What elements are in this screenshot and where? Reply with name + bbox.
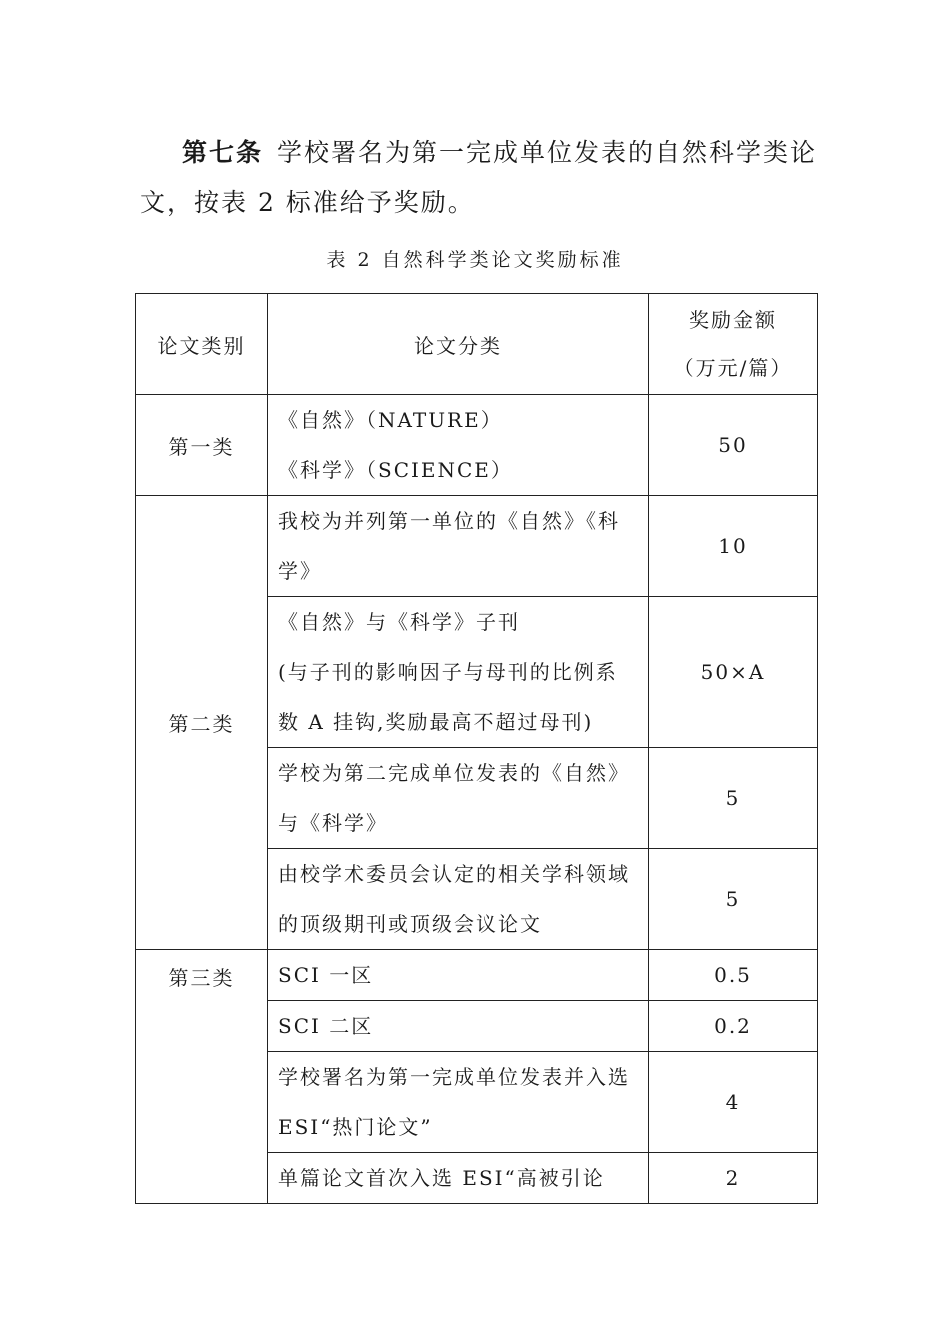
- description-line: SCI 二区: [278, 1014, 374, 1038]
- description-line: 由校学术委员会认定的相关学科领域: [278, 862, 630, 886]
- row-amount: 2: [649, 1153, 818, 1204]
- row-description: [268, 748, 649, 849]
- description-line: 数 A 挂钩,奖励最高不超过母刊): [278, 710, 594, 734]
- row-category: 第一类: [136, 395, 268, 496]
- table-row: [136, 395, 818, 496]
- row-amount: 0.5: [649, 950, 818, 1001]
- row-description: [268, 1052, 649, 1153]
- row-category: 第二类: [136, 496, 268, 950]
- article-seven: [140, 128, 820, 228]
- article-line-1: [140, 128, 820, 178]
- row-description: [268, 950, 649, 1001]
- description-line: ESI“热门论文”: [278, 1115, 433, 1139]
- description-line: SCI 一区: [278, 963, 374, 987]
- award-table: [135, 293, 818, 1204]
- row-description: [268, 849, 649, 950]
- row-amount: 50×A: [649, 597, 818, 748]
- article-label: 第七条: [182, 138, 264, 167]
- description-line: 学》: [278, 559, 322, 583]
- row-amount: 50: [649, 395, 818, 496]
- description-line: 学校为第二完成单位发表的《自然》: [278, 761, 630, 785]
- article-line-2: 文，按表 2 标准给予奖励。: [140, 188, 475, 217]
- row-amount: 5: [649, 849, 818, 950]
- header-amount-line1: 奖励金额: [689, 308, 777, 332]
- description-line: 与《科学》: [278, 811, 388, 835]
- row-amount: 4: [649, 1052, 818, 1153]
- header-amount: [649, 294, 818, 395]
- header-classification: 论文分类: [268, 294, 649, 395]
- table-row: [136, 496, 818, 597]
- table-row: [136, 950, 818, 1001]
- table-header-row: [136, 294, 818, 395]
- table-caption: 表 2 自然科学类论文奖励标准: [326, 249, 624, 271]
- row-amount: 10: [649, 496, 818, 597]
- description-line: 《科学》（SCIENCE）: [278, 458, 513, 482]
- description-line: 我校为并列第一单位的《自然》《科: [278, 509, 620, 533]
- row-description: [268, 395, 649, 496]
- row-description: [268, 597, 649, 748]
- row-description: [268, 1001, 649, 1052]
- description-line: 《自然》与《科学》子刊: [278, 610, 520, 634]
- header-category: 论文类别: [136, 294, 268, 395]
- description-line: 学校署名为第一完成单位发表并入选: [278, 1065, 630, 1089]
- row-description: [268, 496, 649, 597]
- description-line: 单篇论文首次入选 ESI“高被引论: [278, 1166, 605, 1190]
- article-text-1: 学校署名为第一完成单位发表的自然科学类论: [277, 138, 818, 167]
- row-amount: 0.2: [649, 1001, 818, 1052]
- description-line: 《自然》（NATURE）: [278, 408, 503, 432]
- description-line: 的顶级期刊或顶级会议论文: [278, 912, 542, 936]
- row-category: 第三类: [136, 950, 268, 1204]
- header-amount-line2: （万元/篇）: [673, 356, 793, 380]
- row-amount: 5: [649, 748, 818, 849]
- row-description: [268, 1153, 649, 1204]
- description-line: (与子刊的影响因子与母刊的比例系: [278, 660, 618, 684]
